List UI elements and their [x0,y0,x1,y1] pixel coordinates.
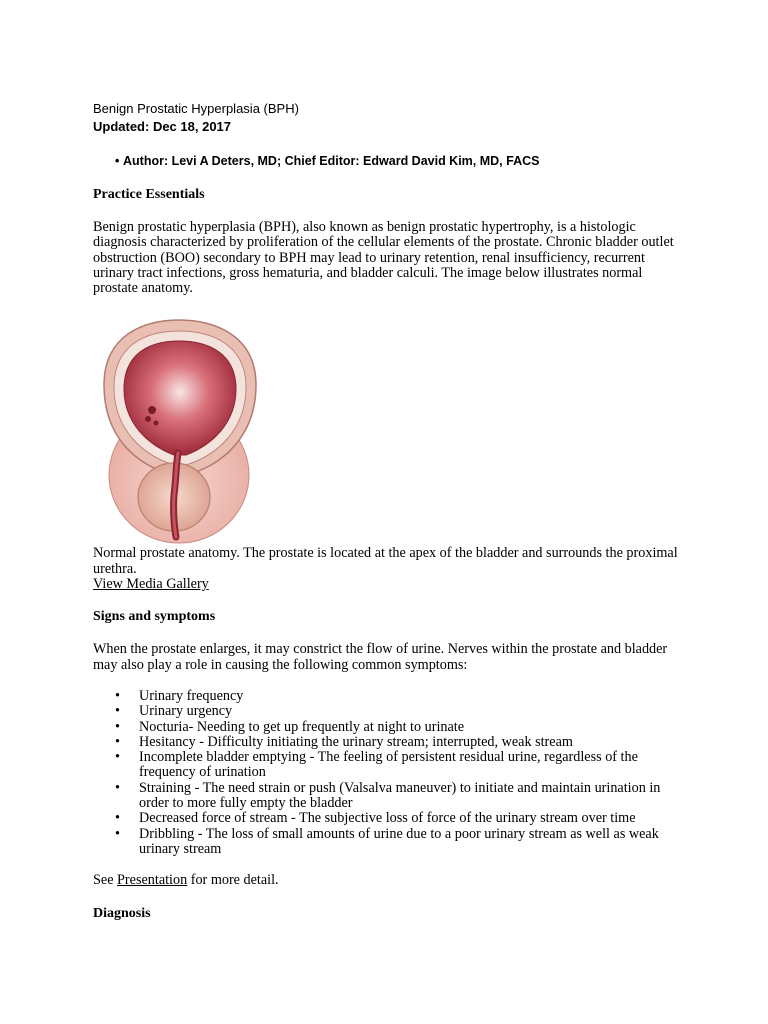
see-prefix: See [93,872,118,889]
bullet-icon: • [115,718,120,735]
signs-intro: When the prostate enlarges, it may constrict the flow of urine. Nerves within the prostate and bladder may also play a role in causing the following common symptoms: [93,641,668,673]
author-text: Author: Levi A Deters, MD; Chief Editor: Edward David Kim, MD, FACS [123,154,540,168]
list-item [93,735,683,750]
list-item [93,750,683,781]
presentation-link[interactable]: Presentation [117,872,188,889]
list-item [93,704,683,719]
practice-paragraph: Benign prostatic hyperplasia (BPH), also known as benign prostatic hypertrophy, is a histologic diagnosis characterized by proliferation of the cellular elements of the prostate. Chronic bladder outlet obstruction (BOO) secondary to BPH may lead to urinary retention, renal insufficiency, recurrent urinary tract infections, gross hematuria, and bladder calculi. The image below illustrates normal prostate anatomy. [93,219,674,297]
document-title: Benign Prostatic Hyperplasia (BPH) [93,101,299,116]
list-item [93,827,683,858]
prostate-anatomy-illustration [94,315,264,547]
image-caption: Normal prostate anatomy. The prostate is located at the apex of the bladder and surrounds the proximal urethra. [93,545,678,577]
see-presentation-line [93,873,683,888]
symptom-text: Urinary frequency [139,687,244,704]
symptom-text: Hesitancy - Difficulty initiating the urinary stream; interrupted, weak stream [139,733,573,750]
bullet-icon: • [115,825,120,842]
list-item [93,781,683,812]
see-suffix: for more detail. [187,872,279,889]
bullet-icon: • [115,810,120,827]
symptom-text: Urinary urgency [139,703,233,720]
diagnosis-heading: Diagnosis [93,905,151,921]
bullet-icon: • [115,733,120,750]
gallery-link-line [93,577,683,592]
bullet-icon: • [115,687,120,704]
bullet-icon: • [115,779,120,796]
symptom-text: Dribbling - The loss of small amounts of urine due to a poor urinary stream as well as weak urinary stream [139,825,659,857]
symptom-text: Straining - The need strain or push (Valsalva maneuver) to initiate and maintain urination in order to more fully empty the bladder [139,779,661,812]
signs-symptoms-heading: Signs and symptoms [93,609,216,625]
symptom-text: Nocturia- Needing to get up frequently at night to urinate [139,718,465,735]
list-item [93,720,683,735]
bullet-icon: • [115,154,120,168]
author-list [93,152,683,170]
symptom-text: Incomplete bladder emptying - The feeling of persistent residual urine, regardless of the frequency of urination [139,749,638,781]
updated-date: Updated: Dec 18, 2017 [93,119,232,134]
view-media-gallery-link[interactable]: View Media Gallery [93,576,209,593]
author-line [93,152,683,170]
bullet-icon: • [115,749,120,766]
list-item [93,689,683,704]
list-item [93,811,683,826]
practice-essentials-heading: Practice Essentials [93,187,205,202]
symptom-text: Decreased force of stream - The subjective loss of force of the urinary stream over time [139,810,636,827]
symptom-list [93,689,683,857]
bullet-icon: • [115,703,120,720]
